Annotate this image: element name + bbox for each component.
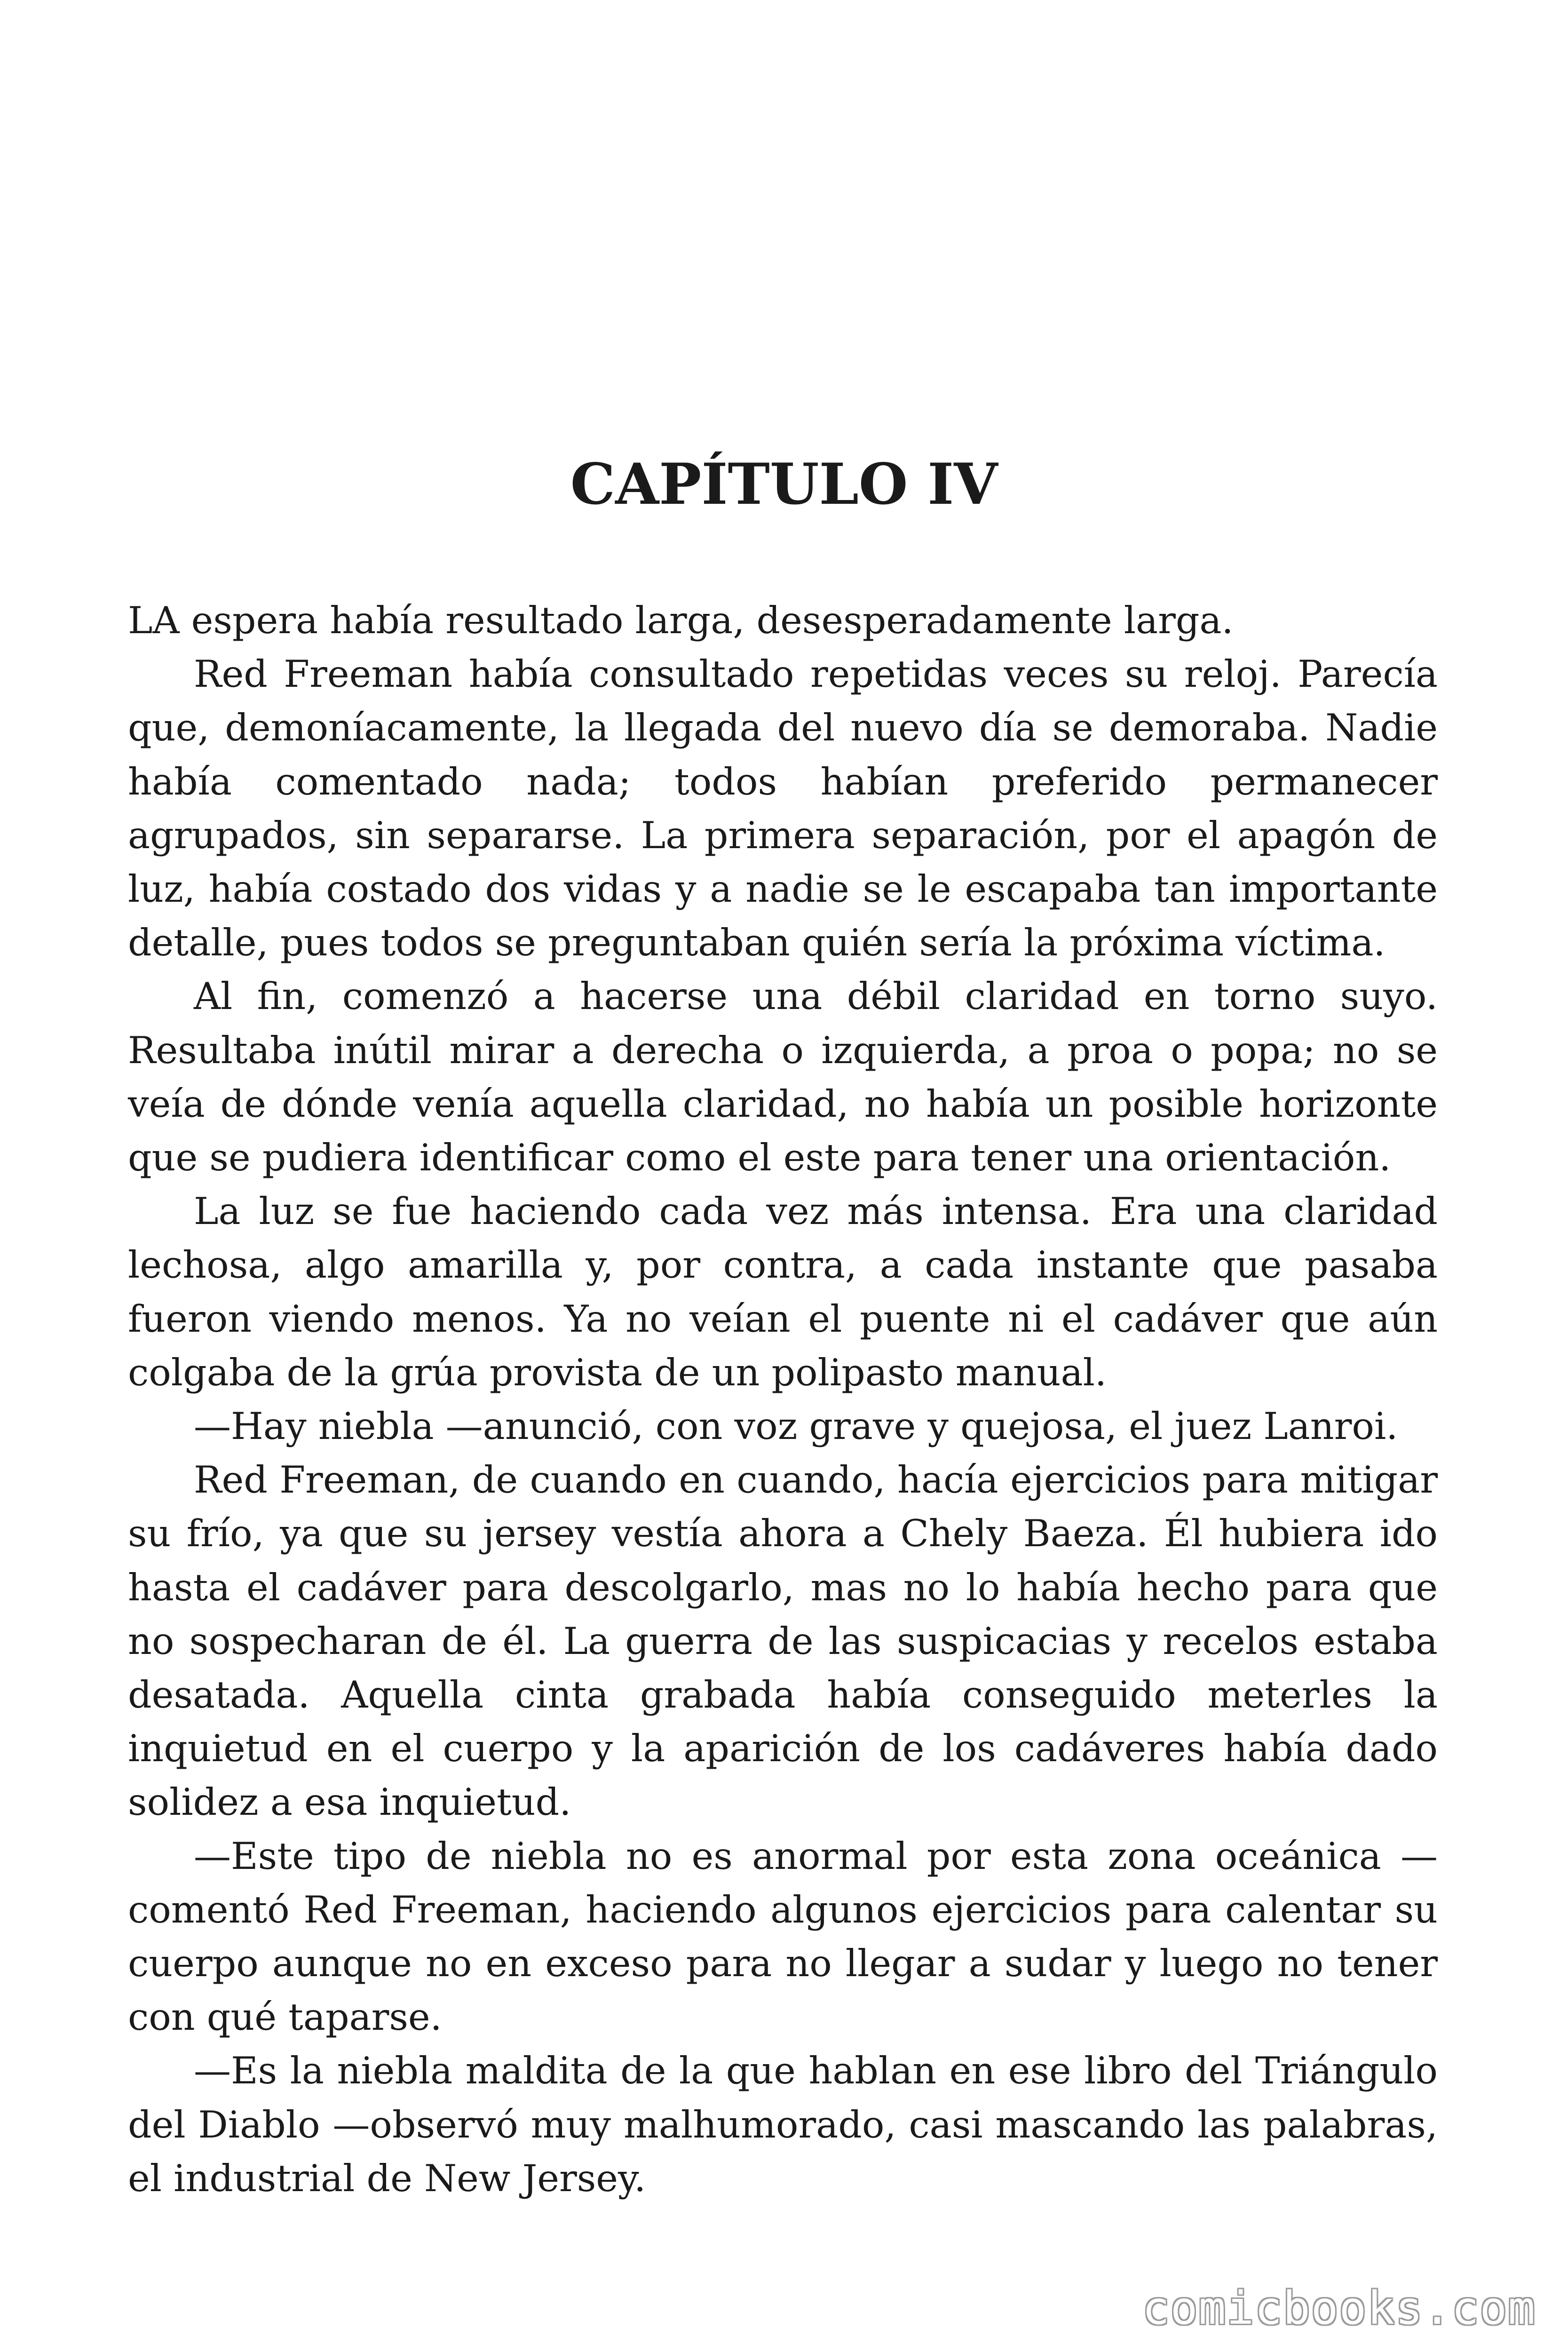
- paragraph: —Este tipo de niebla no es anormal por esta zona oceánica —comentó Red Freeman, haciendo algunos ejercicios para calentar su cuerpo aunque no en exceso para no llegar a sudar y luego no tener con qué taparse.: [128, 1834, 1438, 2039]
- watermark: comicbooks.com: [1142, 2282, 1536, 2335]
- paragraph: Red Freeman, de cuando en cuando, hacía ejercicios para mitigar su frío, ya que su jersey vestía ahora a Chely Baeza. Él hubiera ido hasta el cadáver para descolgarlo, mas no lo había hecho para que no sospecharan de él. La guerra de las suspicacias y recelos estaba desatada. Aquella cinta grabada había conseguido meterles la inquietud en el cuerpo y la aparición de los cadáveres había dado solidez a esa inquietud.: [128, 1458, 1438, 1824]
- paragraph: Al fin, comenzó a hacerse una débil claridad en torno suyo. Resultaba inútil mirar a derecha o izquierda, a proa o popa; no se veía de dónde venía aquella claridad, no había un posible horizonte que se pudiera identificar como el este para tener una orientación.: [128, 975, 1438, 1180]
- paragraph: Red Freeman había consultado repetidas veces su reloj. Parecía que, demoníacamente, la llegada del nuevo día se demoraba. Nadie había comentado nada; todos habían preferido permanecer agrupados, sin separarse. La primera separación, por el apagón de luz, había costado dos vidas y a nadie se le escapaba tan importante detalle, pues todos se preguntaban quién sería la próxima víctima.: [128, 652, 1438, 965]
- paragraph: LA espera había resultado larga, desesperadamente larga.: [128, 599, 1234, 642]
- paragraph: —Es la niebla maldita de la que hablan en ese libro del Triángulo del Diablo —observó muy malhumorado, casi mascando las palabras, el industrial de New Jersey.: [128, 2049, 1438, 2200]
- chapter-title: CAPÍTULO IV: [570, 451, 998, 517]
- paragraph: La luz se fue haciendo cada vez más intensa. Era una claridad lechosa, algo amarilla y, por contra, a cada instante que pasaba fueron viendo menos. Ya no veían el puente ni el cadáver que aún colgaba de la grúa provista de un polipasto manual.: [128, 1190, 1438, 1394]
- paragraph: —Hay niebla —anunció, con voz grave y quejosa, el juez Lanroi.: [194, 1405, 1398, 1448]
- chapter-body: [128, 594, 1438, 2205]
